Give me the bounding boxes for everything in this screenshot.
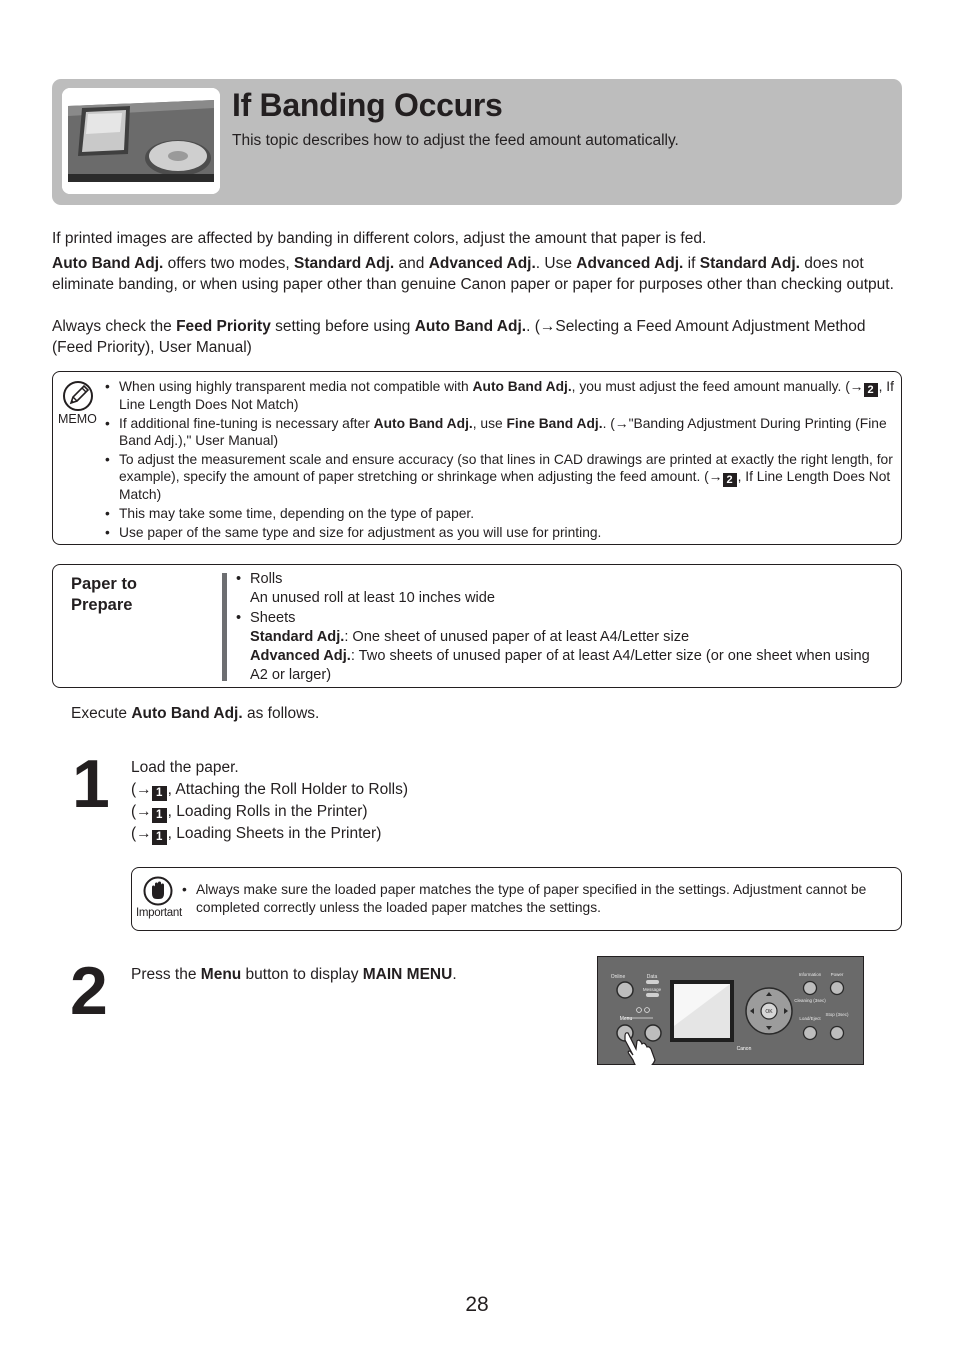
cross-reference-link[interactable]: (→ 1 , Loading Rolls in the Printer) <box>131 802 368 821</box>
control-panel-icon <box>597 956 864 1065</box>
data-lamp <box>646 980 659 984</box>
stop-label: Stop (3sec) <box>825 1012 849 1017</box>
memo-list <box>105 379 895 544</box>
load-eject-button[interactable] <box>804 1027 817 1040</box>
step-number: 1 <box>72 746 108 822</box>
cleaning-label: Cleaning (3sec) <box>794 998 826 1003</box>
message-lamp <box>646 993 659 997</box>
important-hand-icon <box>143 876 173 906</box>
control-panel-illustration <box>597 956 864 1065</box>
printer-panel-thumbnail <box>62 88 220 194</box>
page-subtitle: This topic describes how to adjust the feed amount automatically. <box>232 132 679 149</box>
step-2-text: Press the Menu button to display MAIN MENU. <box>131 966 457 983</box>
memo-label: MEMO <box>58 412 97 426</box>
chapter-ref-badge: 1 <box>152 830 167 845</box>
stop-button[interactable] <box>831 1027 844 1040</box>
important-list <box>182 881 882 916</box>
cross-reference-link[interactable]: (→ 1 , Attaching the Roll Holder to Rolls) <box>131 780 409 799</box>
intro-paragraph-1: If printed images are affected by banding in different colors, adjust the amount that paper is fed. <box>52 230 707 247</box>
intro-paragraph-3: Always check the Feed Priority setting before using Auto Band Adj.. (→Selecting a Feed Amount Adjustment Method (Feed Priority), User Manual) <box>52 318 866 356</box>
printer-panel-illustration-icon <box>62 88 220 194</box>
chapter-ref-badge: 2 <box>723 473 737 487</box>
intro-paragraph-2: Auto Band Adj. offers two modes, Standard Adj. and Advanced Adj.. Use Advanced Adj. if Standard Adj. does not eliminate banding, or when using paper other than genuine Canon paper or paper for purposes other than checking output. <box>52 255 894 293</box>
memo-pencil-icon <box>62 380 94 412</box>
chapter-ref-badge: 2 <box>864 383 878 397</box>
power-button[interactable] <box>831 982 844 995</box>
memo-item: • If additional fine-tuning is necessary after Auto Band Adj., use Fine Band Adj.. (→"Banding Adjustment During Printing (Fine Band Adj.)," User Manual) <box>105 416 895 450</box>
ok-label: OK <box>765 1009 773 1015</box>
power-label: Power <box>830 972 844 977</box>
message-label: Message <box>642 987 662 992</box>
menu-label: Menu <box>619 1016 633 1022</box>
online-button[interactable] <box>617 982 633 998</box>
chapter-ref-badge: 1 <box>152 786 167 801</box>
header-banner <box>52 79 902 205</box>
memo-box <box>52 371 902 545</box>
execute-instruction: Execute Auto Band Adj. as follows. <box>71 705 320 722</box>
panel-button[interactable] <box>645 1025 661 1041</box>
list-item: • Rolls An unused roll at least 10 inches wide <box>236 570 886 608</box>
memo-item: • Use paper of the same type and size for adjustment as you will use for printing. <box>105 525 895 542</box>
paper-to-prepare-box <box>52 564 902 688</box>
list-item: • Always make sure the loaded paper matches the type of paper specified in the settings. Adjustment cannot be completed correctly unless the loaded paper matches the settings. <box>182 881 882 916</box>
load-eject-label: Load/Eject <box>799 1016 821 1021</box>
paper-to-prepare-label: Paper to Prepare <box>71 575 138 614</box>
memo-item: • When using highly transparent media not compatible with Auto Band Adj., you must adjust the feed amount manually. (→ 2 , If Line Length Does Not Match) <box>105 379 895 414</box>
cross-reference-link[interactable]: (→ 1 , Loading Sheets in the Printer) <box>131 824 382 843</box>
information-button[interactable] <box>804 982 817 995</box>
important-label: Important <box>136 907 182 919</box>
paper-list <box>236 570 886 685</box>
step-1-text: Load the paper. (→ 1 , Attaching the Roll Holder to Rolls) (→ 1 , Loading Rolls in the Printer) (→ 1 , Loading Sheets in the Printer) <box>131 759 409 843</box>
step-number: 2 <box>70 953 106 1029</box>
page-title: If Banding Occurs <box>232 87 503 123</box>
information-label: Information <box>798 972 822 977</box>
memo-item: • This may take some time, depending on the type of paper. <box>105 506 895 523</box>
page-number: 28 <box>465 1293 489 1316</box>
chapter-ref-badge: 1 <box>152 808 167 823</box>
list-item: • Sheets Standard Adj.: One sheet of unused paper of at least A4/Letter size Advanced Adj.: Two sheets of unused paper of at least A4/Letter size (or one sheet when using A2 or larger) <box>236 609 886 685</box>
brand-label: Canon <box>736 1046 752 1052</box>
data-label: Data <box>646 974 658 980</box>
online-label: Online <box>610 974 626 980</box>
memo-item: • To adjust the measurement scale and ensure accuracy (so that lines in CAD drawings are printed at exactly the right length, for example), specify the amount of paper stretching or shrinkage when adjusting the feed amount. (→ 2 , If Line Length Does Not Match) <box>105 452 895 504</box>
important-box <box>131 867 902 931</box>
divider <box>222 573 227 681</box>
